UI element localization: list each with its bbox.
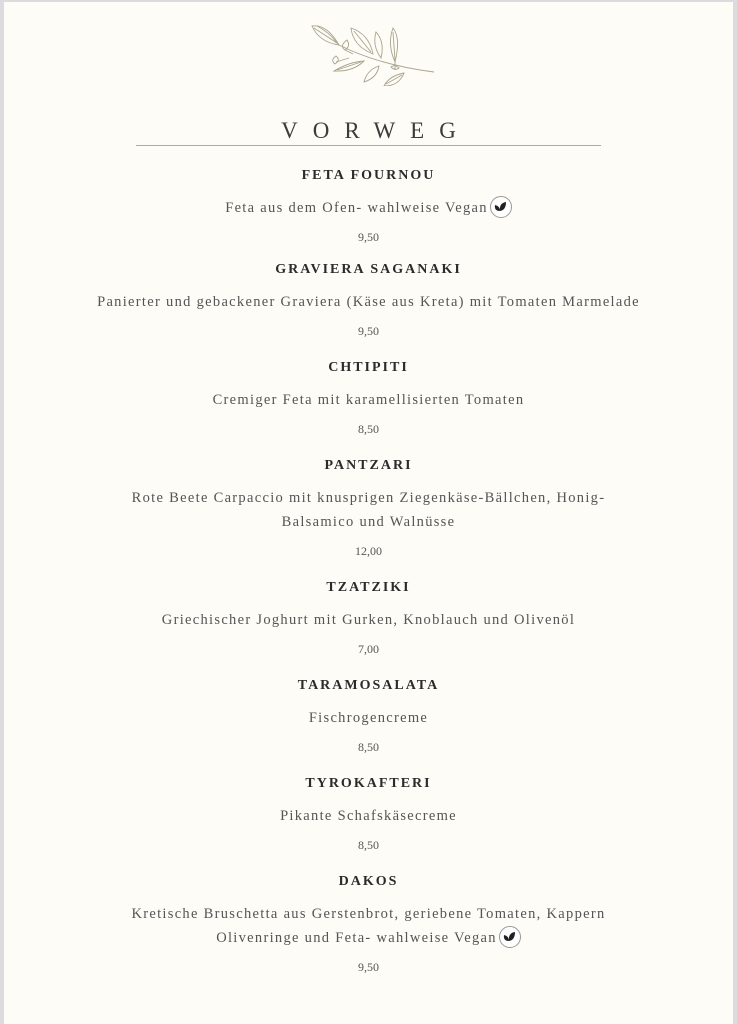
menu-item: [4, 578, 733, 658]
item-price: 8,50: [358, 838, 379, 852]
vegan-leaf-icon: [490, 196, 512, 218]
item-price: 8,50: [358, 422, 379, 436]
menu-item: [4, 872, 733, 976]
item-name: TARAMOSALATA: [297, 678, 440, 693]
item-description: [4, 902, 733, 950]
leaf-branch-icon: [309, 20, 439, 86]
menu-page: [4, 2, 733, 1024]
item-price: 9,50: [358, 324, 379, 338]
description-text: Kretische Bruschetta aus Gerstenbrot, geriebene Tomaten, Kappern Olivenringe und Feta- wahlweise Vegan: [131, 906, 606, 946]
item-name: FETA FOURNOU: [301, 168, 436, 183]
item-name: DAKOS: [338, 874, 399, 889]
vegan-leaf-icon: [499, 926, 521, 948]
item-name: GRAVIERA SAGANAKI: [275, 262, 462, 277]
item-description: Cremiger Feta mit karamellisierten Tomaten: [212, 392, 525, 408]
description-text: Feta aus dem Ofen- wahlweise Vegan: [225, 200, 488, 216]
item-description: Fischrogencreme: [308, 710, 429, 726]
menu-item: [4, 260, 733, 340]
section-title: VORWEG: [281, 118, 471, 143]
item-description: Pikante Schafskäsecreme: [280, 808, 457, 824]
menu-item: [4, 774, 733, 854]
item-description: Rote Beete Carpaccio mit knusprigen Ziegenkäse-Bällchen, Honig-Balsamico und Walnüsse: [131, 490, 606, 530]
item-name: TZATZIKI: [326, 580, 411, 595]
item-description: Griechischer Joghurt mit Gurken, Knoblauch und Olivenöl: [161, 612, 576, 628]
item-price: 7,00: [358, 642, 379, 656]
menu-item: [4, 166, 733, 246]
item-price: 12,00: [355, 544, 382, 558]
item-name: CHTIPITI: [328, 360, 409, 375]
menu-item: [4, 676, 733, 756]
item-description: Panierter und gebackener Graviera (Käse aus Kreta) mit Tomaten Marmelade: [97, 294, 640, 310]
item-description: [4, 196, 733, 220]
item-price: 9,50: [358, 230, 379, 244]
item-price: 8,50: [358, 740, 379, 754]
item-name: TYROKAFTERI: [305, 776, 432, 791]
section-divider: [136, 145, 601, 146]
menu-item: [4, 358, 733, 438]
item-price: 9,50: [358, 960, 379, 974]
menu-item: [4, 456, 733, 560]
item-name: PANTZARI: [324, 458, 413, 473]
